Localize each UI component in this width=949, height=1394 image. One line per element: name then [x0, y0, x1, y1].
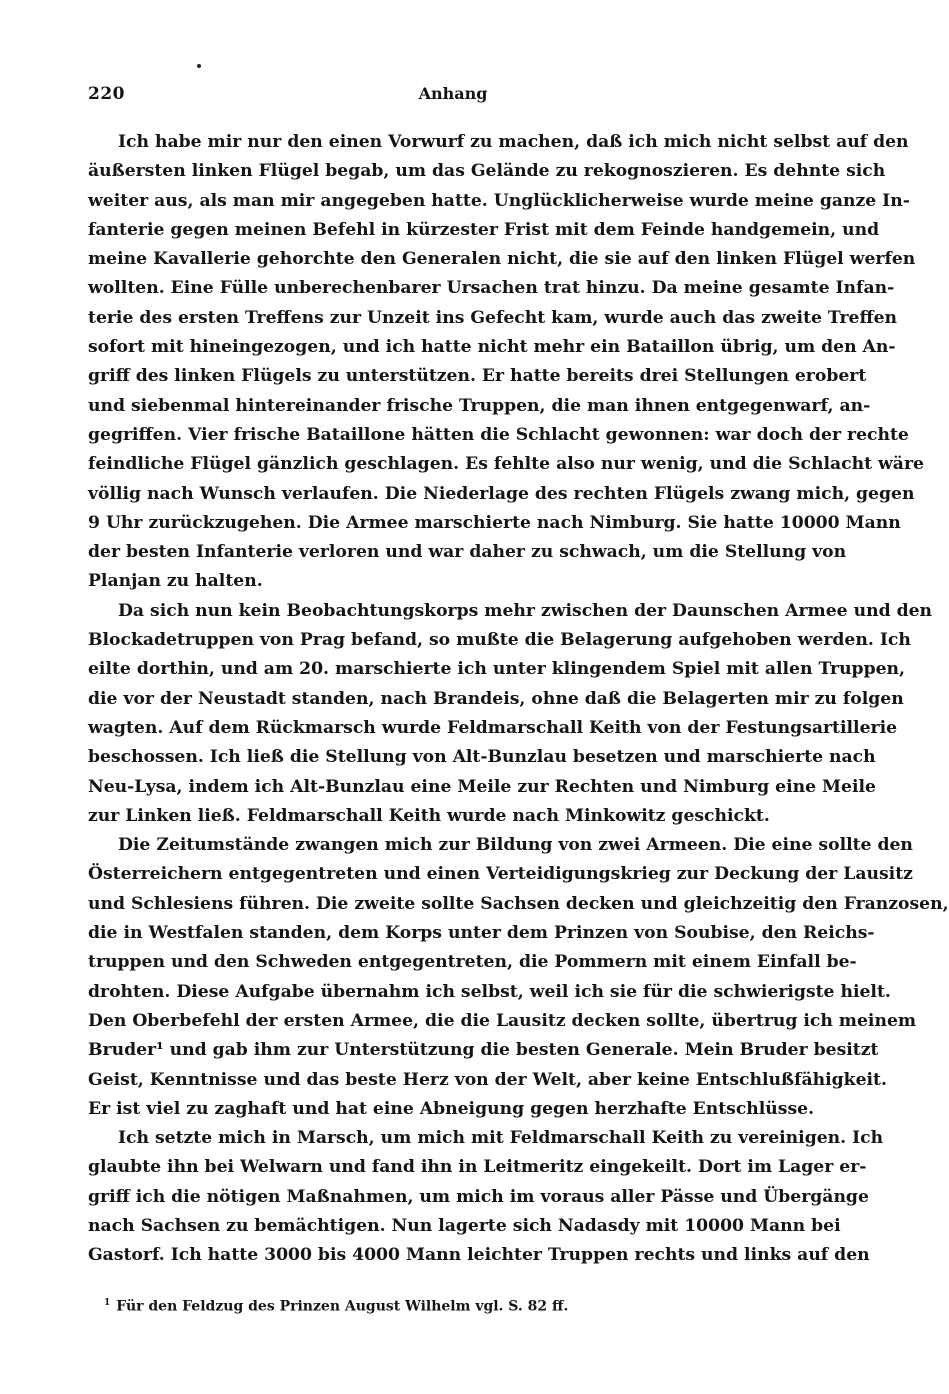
text-line: glaubte ihn bei Welwarn und fand ihn in Leitmeritz eingekeilt. Dort im Lager er-: [88, 1157, 867, 1178]
text-line: drohten. Diese Aufgabe übernahm ich selbst, weil ich sie für die schwierigste hielt.: [88, 981, 891, 1002]
text-line: eilte dorthin, und am 20. marschierte ich unter klingendem Spiel mit allen Truppen,: [88, 659, 906, 680]
text-line: griff des linken Flügels zu unterstützen. Er hatte bereits drei Stellungen erobert: [88, 366, 867, 387]
text-line: truppen und den Schweden entgegentreten, die Pommern mit einem Einfall be-: [88, 952, 857, 973]
text-line: zur Linken ließ. Feldmarschall Keith wurde nach Minkowitz geschickt.: [88, 805, 770, 826]
text-line: 9 Uhr zurückzugehen. Die Armee marschierte nach Nimburg. Sie hatte 10000 Mann: [88, 512, 901, 533]
footnote: [104, 1298, 568, 1315]
text-line: äußersten linken Flügel begab, um das Gelände zu rekognoszieren. Es dehnte sich: [88, 161, 886, 182]
text-line: die in Westfalen standen, dem Korps unter dem Prinzen von Soubise, den Reichs-: [88, 923, 875, 944]
text-line: sofort mit hineingezogen, und ich hatte nicht mehr ein Bataillon übrig, um den An-: [88, 337, 896, 358]
text-line: Geist, Kenntnisse und das beste Herz von der Welt, aber keine Entschlußfähigkeit.: [88, 1069, 887, 1090]
text-line: nach Sachsen zu bemächtigen. Nun lagerte sich Nadasdy mit 10000 Mann bei: [88, 1215, 841, 1236]
text-line: der besten Infanterie verloren und war daher zu schwach, um die Stellung von: [88, 542, 847, 563]
text-line: gegriffen. Vier frische Bataillone hätten die Schlacht gewonnen: war doch der rechte: [88, 424, 909, 445]
text-line: terie des ersten Treffens zur Unzeit ins Gefecht kam, wurde auch das zweite Treffen: [88, 307, 898, 328]
text-line: und Schlesiens führen. Die zweite sollte Sachsen decken und gleichzeitig den Franzosen,: [88, 893, 949, 914]
footnote-text: Für den Feldzug des Prinzen August Wilhelm vgl. S. 82 ff.: [116, 1298, 569, 1315]
page-header: [88, 84, 818, 110]
paragraph: [88, 1124, 884, 1270]
text-line: Ich habe mir nur den einen Vorwurf zu machen, daß ich mich nicht selbst auf den: [118, 132, 909, 152]
text-line: wollten. Eine Fülle unberechenbarer Ursachen trat hinzu. Da meine gesamte Infan-: [88, 278, 895, 299]
text-line: völlig nach Wunsch verlaufen. Die Niederlage des rechten Flügels zwang mich, gegen: [88, 483, 915, 504]
text-line: Blockadetruppen von Prag befand, so mußte die Belagerung aufgehoben werden. Ich: [88, 630, 911, 651]
text-line: fanterie gegen meinen Befehl in kürzester Frist mit dem Feinde handgemein, und: [88, 219, 880, 240]
print-speck: [197, 64, 201, 68]
text-line: Er ist viel zu zaghaft und hat eine Abneigung gegen herzhafte Entschlüsse.: [88, 1098, 815, 1119]
page-number: 220: [88, 84, 125, 104]
text-line: griff ich die nötigen Maßnahmen, um mich im voraus aller Pässe und Übergänge: [88, 1186, 869, 1207]
text-line: feindliche Flügel gänzlich geschlagen. Es fehlte also nur wenig, und die Schlacht wäre: [88, 454, 924, 475]
text-line: Neu-Lysa, indem ich Alt-Bunzlau eine Meile zur Rechten und Nimburg eine Meile: [88, 776, 876, 797]
footnote-marker: 1: [104, 1298, 111, 1308]
text-line: Österreichern entgegentreten und einen Verteidigungskrieg zur Deckung der Lausitz: [88, 864, 913, 885]
text-line: meine Kavallerie gehorchte den Generalen nicht, die sie auf den linken Flügel werfen: [88, 249, 916, 270]
running-head: Anhang: [418, 84, 488, 103]
paragraph: [88, 831, 949, 1124]
text-line: Den Oberbefehl der ersten Armee, die die Lausitz decken sollte, übertrug ich meinem: [88, 1010, 917, 1031]
paragraph: [88, 128, 924, 597]
text-line: Da sich nun kein Beobachtungskorps mehr zwischen der Daunschen Armee und den: [118, 600, 933, 621]
text-line: wagten. Auf dem Rückmarsch wurde Feldmarschall Keith von der Festungsartillerie: [88, 717, 898, 738]
text-line: Die Zeitumstände zwangen mich zur Bildung von zwei Armeen. Die eine sollte den: [118, 835, 913, 856]
text-line: Ich setzte mich in Marsch, um mich mit Feldmarschall Keith zu vereinigen. Ich: [118, 1128, 884, 1149]
text-line: Gastorf. Ich hatte 3000 bis 4000 Mann leichter Truppen rechts und links auf den: [88, 1245, 870, 1266]
text-line: die vor der Neustadt standen, nach Brandeis, ohne daß die Belagerten mir zu folgen: [88, 688, 904, 709]
text-line: Bruder¹ und gab ihm zur Unterstützung die besten Generale. Mein Bruder besitzt: [88, 1040, 879, 1061]
text-line: Planjan zu halten.: [88, 571, 263, 592]
paragraph: [88, 597, 933, 831]
text-line: und siebenmal hintereinander frische Truppen, die man ihnen entgegenwarf, an-: [88, 395, 871, 416]
body-text: [88, 128, 949, 1271]
text-line: weiter aus, als man mir angegeben hatte. Unglücklicherweise wurde meine ganze In-: [88, 190, 910, 211]
text-line: beschossen. Ich ließ die Stellung von Alt-Bunzlau besetzen und marschierte nach: [88, 747, 876, 768]
